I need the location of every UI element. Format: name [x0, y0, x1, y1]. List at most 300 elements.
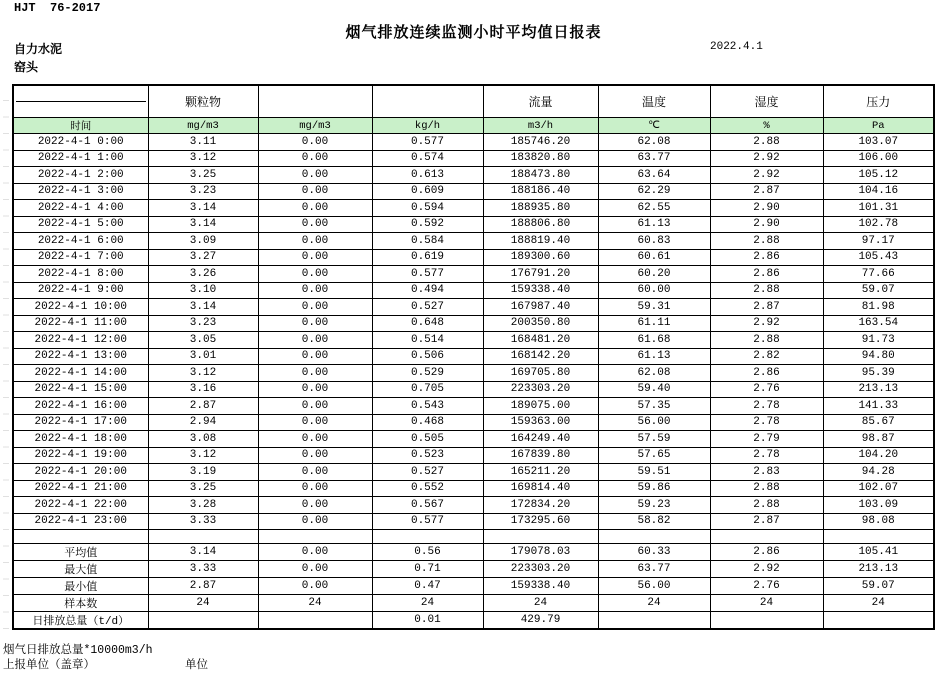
summary-value-cell: 2.87 [148, 578, 258, 595]
summary-value-cell: 0.01 [372, 612, 483, 630]
summary-value-cell: 0.00 [258, 544, 372, 561]
value-cell: 0.577 [372, 134, 483, 151]
value-cell: 0.00 [258, 447, 372, 464]
summary-value-cell: 429.79 [483, 612, 598, 630]
summary-value-cell: 24 [823, 595, 934, 612]
value-cell: 0.00 [258, 365, 372, 382]
empty-cell [483, 530, 598, 544]
value-cell: 0.00 [258, 348, 372, 365]
time-cell: 2022-4-1 17:00 [13, 414, 148, 431]
value-cell: 223303.20 [483, 381, 598, 398]
header-group-6: 湿度 [710, 85, 823, 118]
value-cell: 2.92 [710, 150, 823, 167]
value-cell: 61.68 [598, 332, 710, 349]
summary-value-cell: 24 [710, 595, 823, 612]
value-cell: 102.78 [823, 216, 934, 233]
empty-cell [823, 530, 934, 544]
value-cell: 60.61 [598, 249, 710, 266]
table-row [13, 464, 934, 481]
value-cell: 3.12 [148, 447, 258, 464]
standard-reference: HJT 76-2017 [14, 1, 101, 15]
summary-value-cell [148, 612, 258, 630]
value-cell: 0.609 [372, 183, 483, 200]
value-cell: 0.00 [258, 398, 372, 415]
time-cell: 2022-4-1 4:00 [13, 200, 148, 217]
value-cell: 63.77 [598, 150, 710, 167]
header-group-7: 压力 [823, 85, 934, 118]
value-cell: 2.87 [710, 183, 823, 200]
time-cell: 2022-4-1 7:00 [13, 249, 148, 266]
value-cell: 91.73 [823, 332, 934, 349]
summary-value-cell: 105.41 [823, 544, 934, 561]
summary-value-cell: 213.13 [823, 561, 934, 578]
value-cell: 0.577 [372, 266, 483, 283]
time-cell: 2022-4-1 14:00 [13, 365, 148, 382]
time-cell: 2022-4-1 5:00 [13, 216, 148, 233]
value-cell: 0.592 [372, 216, 483, 233]
summary-value-cell: 2.92 [710, 561, 823, 578]
value-cell: 189300.60 [483, 249, 598, 266]
summary-value-cell: 56.00 [598, 578, 710, 595]
value-cell: 159338.40 [483, 282, 598, 299]
value-cell: 59.86 [598, 480, 710, 497]
value-cell: 3.23 [148, 183, 258, 200]
value-cell: 2.90 [710, 200, 823, 217]
time-cell: 2022-4-1 19:00 [13, 447, 148, 464]
empty-cell [13, 530, 148, 544]
header-group-5: 温度 [598, 85, 710, 118]
time-cell: 2022-4-1 13:00 [13, 348, 148, 365]
header-unit-5: ℃ [598, 118, 710, 134]
table-row [13, 381, 934, 398]
summary-value-cell: 24 [598, 595, 710, 612]
value-cell: 0.00 [258, 513, 372, 530]
value-cell: 2.87 [710, 299, 823, 316]
table-row [13, 480, 934, 497]
header-time-block [13, 85, 148, 118]
value-cell: 94.80 [823, 348, 934, 365]
time-cell: 2022-4-1 2:00 [13, 167, 148, 184]
value-cell: 106.00 [823, 150, 934, 167]
value-cell: 63.64 [598, 167, 710, 184]
table-row [13, 150, 934, 167]
table-row [13, 183, 934, 200]
header-unit-1: mg/m3 [148, 118, 258, 134]
value-cell: 164249.40 [483, 431, 598, 448]
header-unit-4: m3/h [483, 118, 598, 134]
header-group-1: 颗粒物 [148, 85, 258, 118]
empty-row [13, 530, 934, 544]
value-cell: 0.594 [372, 200, 483, 217]
table-row [13, 167, 934, 184]
value-cell: 0.494 [372, 282, 483, 299]
value-cell: 103.07 [823, 134, 934, 151]
value-cell: 0.574 [372, 150, 483, 167]
value-cell: 81.98 [823, 299, 934, 316]
value-cell: 60.83 [598, 233, 710, 250]
value-cell: 3.26 [148, 266, 258, 283]
summary-value-cell: 2.76 [710, 578, 823, 595]
value-cell: 0.00 [258, 480, 372, 497]
summary-label-cell: 日排放总量（t/d） [13, 612, 148, 630]
value-cell: 77.66 [823, 266, 934, 283]
value-cell: 0.00 [258, 497, 372, 514]
value-cell: 188806.80 [483, 216, 598, 233]
value-cell: 3.25 [148, 480, 258, 497]
table-row [13, 497, 934, 514]
summary-row [13, 612, 934, 630]
table-row [13, 398, 934, 415]
unit-label: 单位 [185, 659, 208, 671]
table-row [13, 348, 934, 365]
value-cell: 159363.00 [483, 414, 598, 431]
header-time-label: 时间 [13, 118, 148, 134]
summary-value-cell: 59.07 [823, 578, 934, 595]
value-cell: 0.529 [372, 365, 483, 382]
value-cell: 185746.20 [483, 134, 598, 151]
summary-value-cell: 63.77 [598, 561, 710, 578]
time-cell: 2022-4-1 15:00 [13, 381, 148, 398]
value-cell: 62.08 [598, 365, 710, 382]
value-cell: 61.13 [598, 216, 710, 233]
value-cell: 0.00 [258, 299, 372, 316]
value-cell: 2.86 [710, 266, 823, 283]
value-cell: 176791.20 [483, 266, 598, 283]
value-cell: 0.00 [258, 431, 372, 448]
table-row [13, 513, 934, 530]
value-cell: 62.55 [598, 200, 710, 217]
summary-value-cell: 24 [372, 595, 483, 612]
value-cell: 57.35 [598, 398, 710, 415]
value-cell: 0.00 [258, 249, 372, 266]
time-cell: 2022-4-1 16:00 [13, 398, 148, 415]
summary-row [13, 544, 934, 561]
value-cell: 59.23 [598, 497, 710, 514]
empty-cell [258, 530, 372, 544]
value-cell: 163.54 [823, 315, 934, 332]
time-cell: 2022-4-1 1:00 [13, 150, 148, 167]
summary-value-cell: 0.00 [258, 578, 372, 595]
value-cell: 2.88 [710, 233, 823, 250]
value-cell: 2.78 [710, 447, 823, 464]
value-cell: 0.00 [258, 216, 372, 233]
value-cell: 0.514 [372, 332, 483, 349]
value-cell: 213.13 [823, 381, 934, 398]
value-cell: 2.90 [710, 216, 823, 233]
table-row [13, 216, 934, 233]
value-cell: 167839.80 [483, 447, 598, 464]
summary-value-cell: 179078.03 [483, 544, 598, 561]
value-cell: 0.613 [372, 167, 483, 184]
value-cell: 0.00 [258, 282, 372, 299]
value-cell: 0.523 [372, 447, 483, 464]
header-unit-7: Pa [823, 118, 934, 134]
value-cell: 0.648 [372, 315, 483, 332]
value-cell: 0.584 [372, 233, 483, 250]
value-cell: 94.28 [823, 464, 934, 481]
header-empty-subcell [16, 102, 146, 117]
value-cell: 56.00 [598, 414, 710, 431]
table-row [13, 365, 934, 382]
value-cell: 0.567 [372, 497, 483, 514]
value-cell: 0.468 [372, 414, 483, 431]
value-cell: 0.543 [372, 398, 483, 415]
time-cell: 2022-4-1 20:00 [13, 464, 148, 481]
value-cell: 59.31 [598, 299, 710, 316]
value-cell: 188935.80 [483, 200, 598, 217]
value-cell: 0.00 [258, 464, 372, 481]
summary-label-cell: 最小值 [13, 578, 148, 595]
value-cell: 0.00 [258, 414, 372, 431]
value-cell: 2.88 [710, 480, 823, 497]
value-cell: 59.51 [598, 464, 710, 481]
value-cell: 104.20 [823, 447, 934, 464]
summary-value-cell [258, 612, 372, 630]
value-cell: 3.28 [148, 497, 258, 514]
summary-value-cell: 24 [148, 595, 258, 612]
time-cell: 2022-4-1 3:00 [13, 183, 148, 200]
reporting-unit-label: 上报单位（盖章） [3, 659, 95, 671]
value-cell: 0.527 [372, 464, 483, 481]
table-row [13, 249, 934, 266]
value-cell: 105.12 [823, 167, 934, 184]
time-cell: 2022-4-1 12:00 [13, 332, 148, 349]
value-cell: 3.11 [148, 134, 258, 151]
value-cell: 0.705 [372, 381, 483, 398]
value-cell: 169814.40 [483, 480, 598, 497]
value-cell: 2.79 [710, 431, 823, 448]
value-cell: 98.08 [823, 513, 934, 530]
value-cell: 189075.00 [483, 398, 598, 415]
header-unit-3: kg/h [372, 118, 483, 134]
monitoring-point-name: 窑头 [14, 60, 39, 74]
value-cell: 2.88 [710, 332, 823, 349]
table-row [13, 431, 934, 448]
value-cell: 3.27 [148, 249, 258, 266]
value-cell: 98.87 [823, 431, 934, 448]
summary-row [13, 595, 934, 612]
summary-value-cell: 0.47 [372, 578, 483, 595]
summary-value-cell [598, 612, 710, 630]
table-body [13, 134, 934, 630]
page-edge-ticks [3, 100, 9, 631]
value-cell: 173295.60 [483, 513, 598, 530]
value-cell: 183820.80 [483, 150, 598, 167]
table-row [13, 414, 934, 431]
table-row [13, 447, 934, 464]
value-cell: 3.16 [148, 381, 258, 398]
time-cell: 2022-4-1 11:00 [13, 315, 148, 332]
value-cell: 3.14 [148, 200, 258, 217]
header-unit-6: % [710, 118, 823, 134]
value-cell: 0.00 [258, 332, 372, 349]
summary-value-cell: 0.00 [258, 561, 372, 578]
value-cell: 2.78 [710, 414, 823, 431]
value-cell: 0.619 [372, 249, 483, 266]
value-cell: 141.33 [823, 398, 934, 415]
summary-value-cell: 0.56 [372, 544, 483, 561]
value-cell: 2.87 [148, 398, 258, 415]
value-cell: 95.39 [823, 365, 934, 382]
header-group-3 [372, 85, 483, 118]
value-cell: 0.00 [258, 381, 372, 398]
value-cell: 61.13 [598, 348, 710, 365]
value-cell: 200350.80 [483, 315, 598, 332]
value-cell: 2.82 [710, 348, 823, 365]
value-cell: 57.65 [598, 447, 710, 464]
summary-value-cell: 24 [483, 595, 598, 612]
empty-cell [710, 530, 823, 544]
summary-value-cell: 3.14 [148, 544, 258, 561]
time-cell: 2022-4-1 0:00 [13, 134, 148, 151]
table-row [13, 200, 934, 217]
table-row [13, 315, 934, 332]
summary-label-cell: 样本数 [13, 595, 148, 612]
value-cell: 2.88 [710, 282, 823, 299]
value-cell: 97.17 [823, 233, 934, 250]
value-cell: 59.07 [823, 282, 934, 299]
value-cell: 2.87 [710, 513, 823, 530]
value-cell: 0.506 [372, 348, 483, 365]
table-row [13, 282, 934, 299]
value-cell: 3.08 [148, 431, 258, 448]
value-cell: 3.10 [148, 282, 258, 299]
value-cell: 3.01 [148, 348, 258, 365]
value-cell: 0.00 [258, 266, 372, 283]
table-row [13, 299, 934, 316]
time-cell: 2022-4-1 8:00 [13, 266, 148, 283]
value-cell: 62.29 [598, 183, 710, 200]
empty-cell [598, 530, 710, 544]
table-row [13, 233, 934, 250]
value-cell: 2.92 [710, 315, 823, 332]
value-cell: 188473.80 [483, 167, 598, 184]
summary-value-cell: 159338.40 [483, 578, 598, 595]
value-cell: 2.94 [148, 414, 258, 431]
value-cell: 2.86 [710, 365, 823, 382]
value-cell: 3.23 [148, 315, 258, 332]
summary-label-cell: 最大值 [13, 561, 148, 578]
value-cell: 172834.20 [483, 497, 598, 514]
value-cell: 0.00 [258, 315, 372, 332]
summary-value-cell [823, 612, 934, 630]
report-table [12, 84, 935, 630]
value-cell: 59.40 [598, 381, 710, 398]
value-cell: 0.527 [372, 299, 483, 316]
header-group-4: 流量 [483, 85, 598, 118]
time-cell: 2022-4-1 23:00 [13, 513, 148, 530]
empty-cell [148, 530, 258, 544]
value-cell: 2.86 [710, 249, 823, 266]
summary-row [13, 561, 934, 578]
summary-value-cell: 60.33 [598, 544, 710, 561]
value-cell: 2.88 [710, 134, 823, 151]
value-cell: 3.19 [148, 464, 258, 481]
value-cell: 3.12 [148, 365, 258, 382]
table-row [13, 332, 934, 349]
summary-value-cell: 24 [258, 595, 372, 612]
summary-value-cell: 0.71 [372, 561, 483, 578]
value-cell: 169705.80 [483, 365, 598, 382]
value-cell: 102.07 [823, 480, 934, 497]
value-cell: 58.82 [598, 513, 710, 530]
summary-label-cell: 平均值 [13, 544, 148, 561]
value-cell: 2.83 [710, 464, 823, 481]
value-cell: 0.00 [258, 233, 372, 250]
value-cell: 0.552 [372, 480, 483, 497]
summary-value-cell: 2.86 [710, 544, 823, 561]
value-cell: 61.11 [598, 315, 710, 332]
header-group-2 [258, 85, 372, 118]
value-cell: 0.00 [258, 167, 372, 184]
value-cell: 3.12 [148, 150, 258, 167]
report-date: 2022.4.1 [710, 41, 763, 53]
time-cell: 2022-4-1 6:00 [13, 233, 148, 250]
time-cell: 2022-4-1 22:00 [13, 497, 148, 514]
value-cell: 188186.40 [483, 183, 598, 200]
table-row [13, 134, 934, 151]
value-cell: 0.505 [372, 431, 483, 448]
time-cell: 2022-4-1 18:00 [13, 431, 148, 448]
value-cell: 0.00 [258, 200, 372, 217]
value-cell: 188819.40 [483, 233, 598, 250]
table-header [13, 85, 934, 134]
time-cell: 2022-4-1 9:00 [13, 282, 148, 299]
value-cell: 103.09 [823, 497, 934, 514]
value-cell: 168481.20 [483, 332, 598, 349]
value-cell: 85.67 [823, 414, 934, 431]
time-cell: 2022-4-1 10:00 [13, 299, 148, 316]
header-empty-subcell [16, 86, 146, 102]
value-cell: 101.31 [823, 200, 934, 217]
value-cell: 57.59 [598, 431, 710, 448]
value-cell: 2.78 [710, 398, 823, 415]
summary-value-cell: 3.33 [148, 561, 258, 578]
value-cell: 165211.20 [483, 464, 598, 481]
page-title: 烟气排放连续监测小时平均值日报表 [345, 24, 602, 41]
value-cell: 60.00 [598, 282, 710, 299]
value-cell: 0.00 [258, 134, 372, 151]
value-cell: 3.14 [148, 299, 258, 316]
value-cell: 0.00 [258, 150, 372, 167]
time-cell: 2022-4-1 21:00 [13, 480, 148, 497]
header-unit-2: mg/m3 [258, 118, 372, 134]
value-cell: 0.577 [372, 513, 483, 530]
value-cell: 168142.20 [483, 348, 598, 365]
value-cell: 3.14 [148, 216, 258, 233]
value-cell: 3.05 [148, 332, 258, 349]
company-name: 自力水泥 [14, 42, 63, 56]
flue-gas-total-note: 烟气日排放总量*10000m3/h [3, 644, 153, 657]
value-cell: 2.76 [710, 381, 823, 398]
value-cell: 3.33 [148, 513, 258, 530]
value-cell: 3.25 [148, 167, 258, 184]
value-cell: 62.08 [598, 134, 710, 151]
empty-cell [372, 530, 483, 544]
value-cell: 167987.40 [483, 299, 598, 316]
summary-row [13, 578, 934, 595]
value-cell: 0.00 [258, 183, 372, 200]
summary-value-cell [710, 612, 823, 630]
summary-value-cell: 223303.20 [483, 561, 598, 578]
value-cell: 2.92 [710, 167, 823, 184]
value-cell: 104.16 [823, 183, 934, 200]
value-cell: 3.09 [148, 233, 258, 250]
table-row [13, 266, 934, 283]
value-cell: 105.43 [823, 249, 934, 266]
value-cell: 60.20 [598, 266, 710, 283]
value-cell: 2.88 [710, 497, 823, 514]
